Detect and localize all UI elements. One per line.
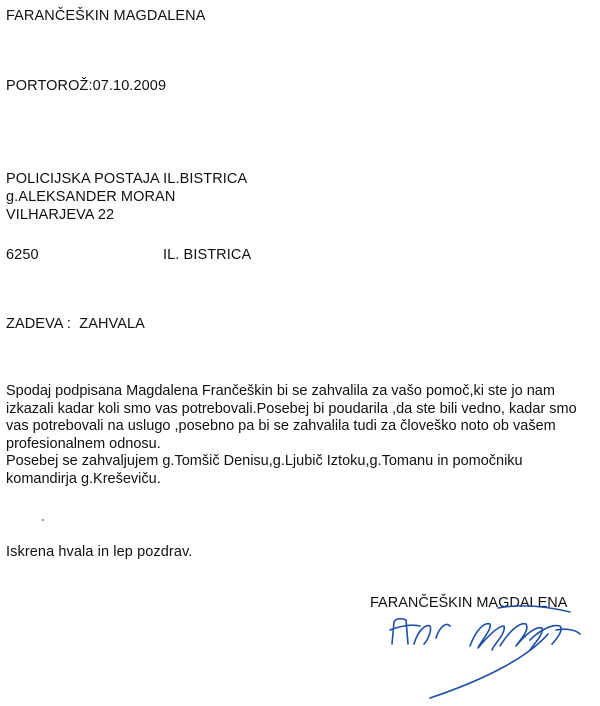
handwritten-signature — [380, 600, 585, 700]
scan-speck — [42, 519, 44, 521]
recipient-postcode: 6250 — [6, 247, 39, 263]
closing-line: Iskrena hvala in lep pozdrav. — [6, 544, 193, 560]
body-paragraph-2: Posebej se zahvaljujem g.Tomšič Denisu,g.Ljubič Iztoku,g.Tomanu in pomočniku komandirja g.Kreševiču. — [6, 453, 523, 487]
signature-name: FARANČEŠKIN MAGDALENA — [370, 595, 568, 611]
sender-name: FARANČEŠKIN MAGDALENA — [6, 8, 206, 24]
subject-line: ZADEVA : ZAHVALA — [6, 316, 145, 332]
body-paragraph-1: Spodaj podpisana Magdalena Frančeškin bi se zahvalila za vašo pomoč,ki ste jo nam izkazali kadar koli smo vas potrebovali.Posebej bi poudarila ,da ste bili vedno, kadar smo vas potrebovali na uslugo ,posebno pa bi se zahvalila tudi za človeško noto ob vašem profesionalnem odnosu. — [6, 383, 577, 452]
place-date: PORTOROŽ:07.10.2009 — [6, 78, 167, 94]
recipient-line1: POLICIJSKA POSTAJA IL.BISTRICA — [6, 171, 248, 187]
letter-body — [6, 383, 591, 489]
recipient-line2: g.ALEKSANDER MORAN — [6, 189, 176, 205]
recipient-line3: VILHARJEVA 22 — [6, 207, 115, 223]
recipient-city: IL. BISTRICA — [163, 247, 252, 263]
